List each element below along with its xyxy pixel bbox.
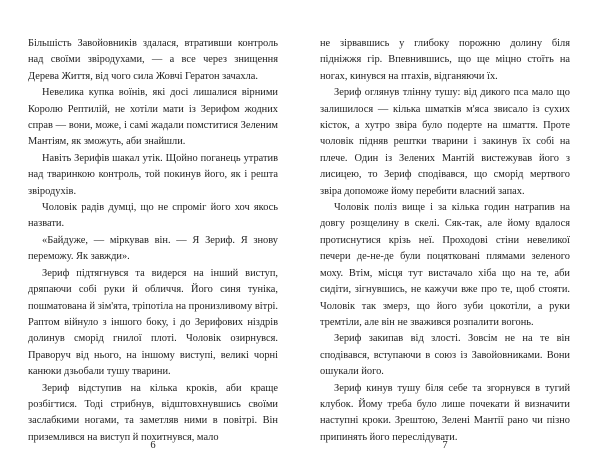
- paragraph: не зірвавшись у глибоку порожню долину біля підніжжя гір. Впевнившись, що ще міцно стоїть на ногах, кинувся на птахів, відганяючи їх.: [320, 38, 570, 82]
- page-number-right: 7: [442, 440, 448, 451]
- paragraph: Навіть Зерифів шакал утік. Щойно поганець утратив над тваринкою контроль, той покинув його, як і решта звіродухів.: [28, 152, 278, 197]
- page-number-left: 6: [150, 440, 156, 451]
- paragraph: Чоловік поліз вище і за кілька годин натрапив на довгу розщелину в скелі. Сяк-так, але йому вдалося протиснутися крізь неї. Проходові стіни невеликої печери де-не-де були поцятковані плямами зеленого моху. Втім, місця тут вистачало хіба що на те, аби сидіти, зігнувшись, не кажучи вже про те, щоб стояти. Чоловік так змерз, що його зуби цокотіли, а руки тремтіли, але він не зважився розпалити вогонь.: [320, 202, 570, 328]
- paragraph: «Байдуже, — міркував він. — Я Зериф. Я знову переможу. Як завжди».: [28, 234, 278, 263]
- right-page-text: [320, 36, 570, 446]
- paragraph: Більшість Завойовників здалася, втративши контроль над своїми звіродухами, — а все через знищення Дерева Життя, від чого сила Жовчі Гератон зачахла.: [28, 38, 278, 82]
- paragraph: Зериф оглянув тлінну тушу: від дикого пса мало що залишилося — кілька шматків м'яса звисало із сухих кісток, а хутро звіра було подерте на шмаття. Проте чоловік підняв рештки тварини і закинув їх собі на плече. Один із Зелених Мантій вистежував його з лисицею, то Зериф сподівався, що сморід мертвого звіра допоможе йому перебити власний запах.: [320, 87, 570, 197]
- left-page-text: [28, 36, 278, 446]
- paragraph: Зериф підтягнувся та видерся на інший виступ, дряпаючи собі руки й обличчя. Його синя туніка, пошматована й зім'ята, тріпотіла на пронизливому вітрі. Раптом війнуло з іншого боку, і до Зерифових ніздрів долинув сморід гнилої плоті. Чоловік озирнувся. Праворуч від нього, на іншому виступі, великі чорні канюки дзьобали тушу тварини.: [28, 267, 278, 378]
- paragraph: Невелика купка воїнів, які досі лишалися вірними Королю Рептилій, не хотіли мати із Зерифом жодних справ — вони, може, і самі жадали помститися Зеленим Мантіям, як зможуть, аби знайшли.: [28, 87, 278, 148]
- paragraph: Зериф відступив на кілька кроків, аби краще розбігтися. Тоді стрибнув, відштовхнувшись своїми заслабкими ногами, та заметляв ними в повітрі. Він приземлився на виступ й похитнувся, мало: [28, 382, 278, 443]
- paragraph: Зериф кинув тушу біля себе та згорнувся в тугий клубок. Йому треба було лише почекати й визначити наступні кроки. Зрештою, Зелені Мантії рано чи пізно припинять його переслідувати.: [320, 382, 570, 443]
- paragraph: Чоловік радів думці, що не спроміг його хоч якось назвати.: [28, 202, 278, 230]
- paragraph: Зериф закипав від злості. Зовсім не на те він сподівався, вступаючи в союз із Завойовниками. Вони ошукали його.: [320, 333, 570, 378]
